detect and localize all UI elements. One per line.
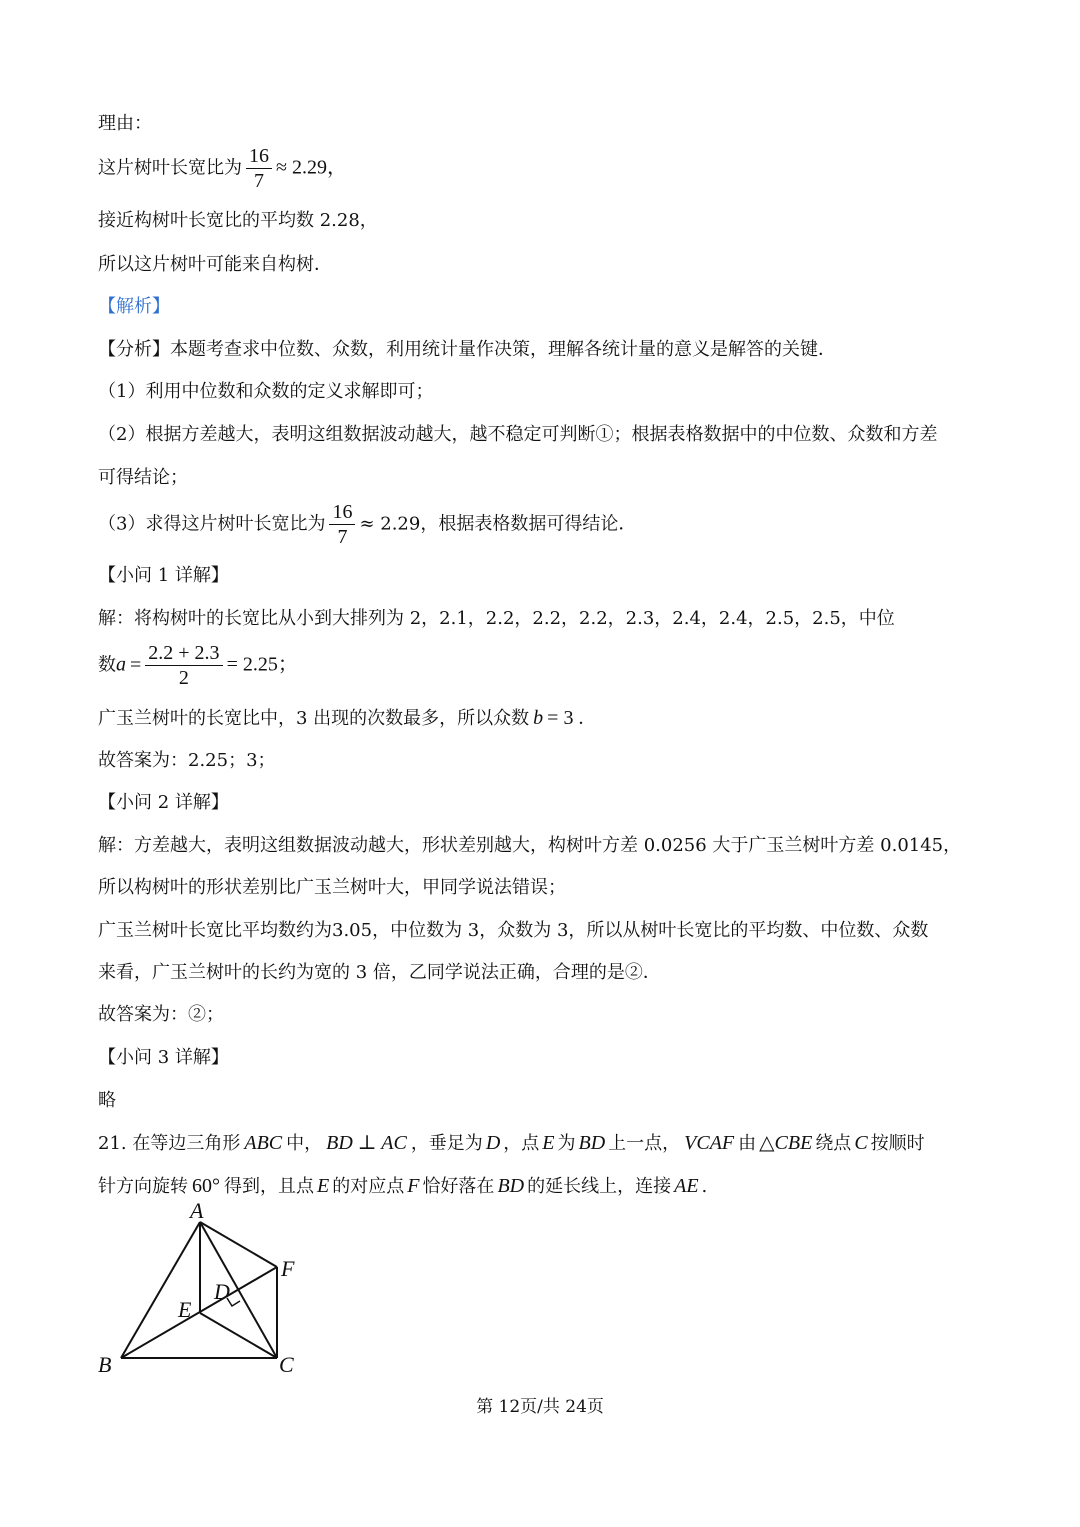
label-d: D <box>214 1279 230 1304</box>
label-e: E <box>178 1297 192 1322</box>
reason-close-to: 接近构树叶长宽比的平均数 2.28， <box>98 210 378 231</box>
reason-ratio-line: 这片树叶长宽比为 $\frac{16}{7}$ ≈ 2.29， <box>98 145 347 192</box>
q1-mode-line: 广玉兰树叶的长宽比中，3 出现的次数最多，所以众数 b = 3 . <box>98 707 584 729</box>
reason-heading: 理由： <box>98 113 152 134</box>
label-f: F <box>281 1256 295 1281</box>
q1-label: 【小问 1 详解】 <box>98 565 229 586</box>
analysis-p1: （1）利用中位数和众数的定义求解即可； <box>98 381 434 402</box>
median-fraction: $\frac{2.2 + 2.3}{2}$ <box>145 641 222 690</box>
analysis-p2-line1: （2）根据方差越大，表明这组数据波动越大，越不稳定可判断①；根据表格数据中的中位数、众数和方差 <box>98 424 938 445</box>
problem21-line2: 针方向旋转 60° 得到，且点 E 的对应点 F 恰好落在 BD 的延长线上，连接 AE . <box>98 1175 708 1197</box>
q2-label: 【小问 2 详解】 <box>98 792 229 813</box>
q2-answer: 故答案为：②； <box>98 1004 224 1025</box>
q3-label: 【小问 3 详解】 <box>98 1047 229 1068</box>
label-b: B <box>98 1352 112 1377</box>
geometry-figure <box>90 1200 330 1385</box>
q1-answer: 故答案为：2.25；3； <box>98 750 276 771</box>
segment-ab <box>121 1222 200 1358</box>
q2-line1: 解：方差越大，表明这组数据波动越大，形状差别越大，构树叶方差 0.0256 大于广玉兰树叶方差 0.0145， <box>98 835 962 856</box>
label-a: A <box>190 1200 204 1223</box>
segment-ec <box>200 1313 277 1358</box>
q1-median-line: 数a = $\frac{2.2 + 2.3}{2}$ = 2.25； <box>98 642 298 689</box>
q2-line2: 所以构树叶的形状差别比广玉兰树叶大，甲同学说法错误； <box>98 877 566 898</box>
segment-af <box>200 1222 277 1267</box>
reason-conclusion: 所以这片树叶可能来自构树． <box>98 254 332 275</box>
q3-body: 略 <box>98 1090 116 1111</box>
analysis-p2-line2: 可得结论； <box>98 467 188 488</box>
q1-solution-line1: 解：将构树叶的长宽比从小到大排列为 2，2.1，2.2，2.2，2.2，2.3，2.4，2.4，2.5，2.5，中位 <box>98 608 895 629</box>
fraction-16-7: $\frac{16}{7}$ <box>246 144 272 193</box>
label-c: C <box>279 1352 294 1377</box>
page-footer: 第 12页/共 24页 <box>476 1397 604 1417</box>
jiexi-label: 【解析】 <box>98 296 170 317</box>
analysis-p3: （3）求得这片树叶长宽比为 $\frac{16}{7}$ ≈ 2.29，根据表格数据可得结论． <box>98 501 637 548</box>
q2-line4: 来看，广玉兰树叶的长约为宽的 3 倍，乙同学说法正确，合理的是②． <box>98 962 661 983</box>
analysis-main: 【分析】本题考查求中位数、众数，利用统计量作决策，理解各统计量的意义是解答的关键． <box>98 339 836 360</box>
q2-line3: 广玉兰树叶长宽比平均数约为3.05，中位数为 3，众数为 3，所以从树叶长宽比的平均数、中位数、众数 <box>98 920 929 941</box>
problem21-line1: 21. 在等边三角形 ABC 中， BD ⊥ AC ，垂足为 D ，点 E 为 BD 上一点， VCAF 由 △CBE 绕点 C 按顺时 <box>98 1132 925 1154</box>
fraction-16-7-b: $\frac{16}{7}$ <box>329 500 355 549</box>
